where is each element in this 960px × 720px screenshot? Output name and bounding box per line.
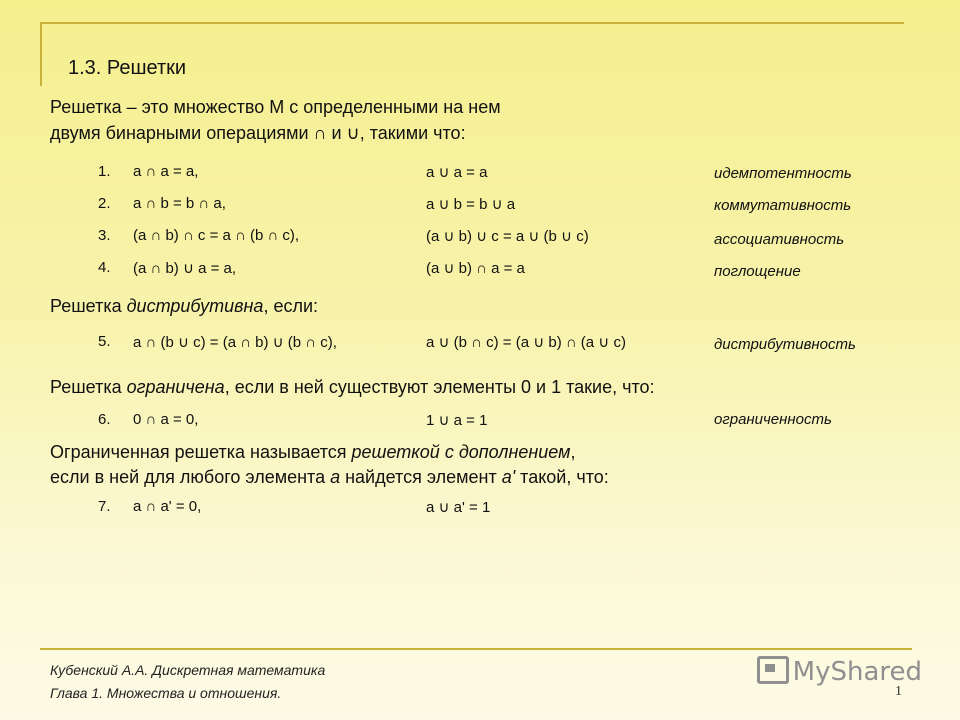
axiom-row-4 — [0, 259, 960, 283]
axiom-left-formula: a ∩ b = b ∩ a, — [133, 195, 226, 212]
bottom-rule — [40, 648, 912, 650]
axiom-name: ограниченность — [714, 411, 832, 428]
axiom-number: 4. — [98, 259, 111, 276]
bounded-suffix: , если в ней существуют элементы 0 и 1 такие, что: — [224, 377, 655, 397]
complement-text-c: такой, что: — [515, 467, 609, 487]
bounded-term: ограничена — [126, 377, 225, 397]
axiom-name: коммутативность — [714, 197, 852, 214]
axiom-right-formula: a ∪ a' = 1 — [426, 499, 491, 516]
distributive-term: дистрибутивна — [126, 296, 264, 316]
axiom-number: 5. — [98, 333, 111, 350]
axiom-left-formula: (a ∩ b) ∪ a = a, — [133, 260, 237, 277]
complement-var-a-prime: a' — [501, 467, 516, 487]
bounded-heading — [50, 377, 655, 398]
axiom-name: поглощение — [714, 263, 801, 280]
top-rule — [40, 22, 904, 24]
axiom-row-7 — [0, 498, 960, 522]
footer-chapter: Глава 1. Множества и отношения. — [50, 685, 282, 701]
complement-text-a: если в ней для любого элемента — [50, 467, 331, 487]
complement-term: решеткой с дополнением — [351, 442, 571, 462]
axiom-right-formula: a ∪ a = a — [426, 164, 488, 181]
axiom-row-3 — [0, 227, 960, 251]
distributive-heading — [50, 296, 318, 317]
axiom-number: 2. — [98, 195, 111, 212]
left-rule — [40, 22, 42, 86]
distributive-suffix: , если: — [263, 296, 319, 316]
watermark — [757, 656, 922, 687]
intro-line-1: Решетка – это множество М с определенными на нем — [50, 97, 501, 117]
axiom-left-formula: a ∩ (b ∪ c) = (a ∩ b) ∪ (b ∩ c), — [133, 334, 337, 351]
axiom-right-formula: (a ∪ b) ∪ c = a ∪ (b ∪ c) — [426, 228, 589, 245]
axiom-row-6 — [0, 411, 960, 435]
axiom-left-formula: a ∩ a' = 0, — [133, 498, 202, 515]
watermark-text: MyShared — [792, 657, 922, 687]
complement-suffix: , — [570, 442, 576, 462]
distributive-prefix: Решетка — [50, 296, 127, 316]
axiom-number: 3. — [98, 227, 111, 244]
complement-prefix: Ограниченная решетка называется — [50, 442, 352, 462]
axiom-name: идемпотентность — [714, 165, 852, 182]
axiom-left-formula: a ∩ a = a, — [133, 163, 199, 180]
axiom-right-formula: a ∪ (b ∩ c) = (a ∪ b) ∩ (a ∪ c) — [426, 334, 626, 351]
axiom-number: 1. — [98, 163, 111, 180]
complement-line-2 — [50, 467, 609, 488]
axiom-number: 6. — [98, 411, 111, 428]
watermark-logo-icon — [757, 656, 789, 684]
intro-line-2: двумя бинарными операциями ∩ и ∪, такими что: — [50, 123, 466, 143]
axiom-row-1 — [0, 163, 960, 187]
axiom-row-2 — [0, 195, 960, 219]
axiom-right-formula: 1 ∪ a = 1 — [426, 412, 488, 429]
complement-var-a: a — [330, 467, 341, 487]
axiom-right-formula: (a ∪ b) ∩ a = a — [426, 260, 525, 277]
axiom-row-5 — [0, 333, 960, 357]
axiom-name: ассоциативность — [714, 231, 845, 248]
complement-text-b: найдется элемент — [340, 467, 502, 487]
axiom-number: 7. — [98, 498, 111, 515]
complement-line-1 — [50, 442, 575, 463]
page-number: 1 — [895, 684, 902, 699]
slide-title: 1.3. Решетки — [68, 57, 187, 79]
bounded-prefix: Решетка — [50, 377, 127, 397]
axiom-left-formula: (a ∩ b) ∩ c = a ∩ (b ∩ c), — [133, 227, 300, 244]
axiom-left-formula: 0 ∩ a = 0, — [133, 411, 199, 428]
axiom-right-formula: a ∪ b = b ∪ a — [426, 196, 516, 213]
axiom-name: дистрибутивность — [714, 336, 856, 353]
footer-author: Кубенский А.А. Дискретная математика — [50, 662, 326, 678]
